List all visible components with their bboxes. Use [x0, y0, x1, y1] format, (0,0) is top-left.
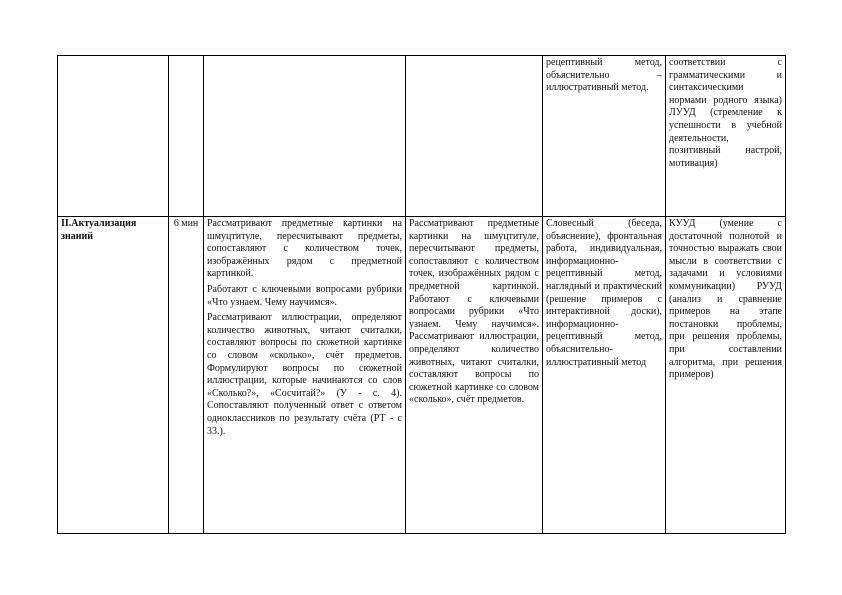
teacher-paragraph: Работают с ключевыми вопросами рубрики «Что узнаем. Чему научимся».	[207, 283, 402, 308]
stage-cell	[58, 56, 169, 217]
stage-title: II.Актуализация знаний	[61, 218, 137, 242]
student-activity-cell	[406, 56, 543, 217]
methods-cell: рецептивный метод, объяснительно – иллюстративный метод.	[543, 56, 666, 217]
uud-cell: КУУД (умение с достаточной полнотой и точностью выражать свои мысли в соответствии с задачами и условиями коммуникации) РУУД (анализ и сравнение примеров на этапе постановки проблемы, при решения проблемы, при составлении алгоритма, при решения примеров)	[666, 217, 786, 534]
time-cell: 6 мин	[169, 217, 204, 534]
student-activity-cell: Рассматривают предметные картинки на шмуцтитуле, пересчитывают предметы, сопоставляют с количеством точек, изображённых рядом с предметной картинкой. Работают с ключевыми вопросами рубрики «Что узнаем. Чему научимся». Рассматривают иллюстрации, определяют количество животных, читают считалки, составляют вопросы по сюжетной картинке со словом «сколько», счёт предметов.	[406, 217, 543, 534]
time-cell	[169, 56, 204, 217]
teacher-activity-cell	[204, 217, 406, 534]
table-row	[58, 217, 786, 534]
stage-cell	[58, 217, 169, 534]
teacher-paragraph: Рассматривают иллюстрации, определяют количество животных, читают считалки, составляют вопросы по сюжетной картинке со словом «сколько», счёт предметов. Формулируют вопросы по сюжетной иллюстрации, которые начинаются со слов «Сколько?», «Сосчитай?» (У - с. 4). Сопоставляют полученный ответ с ответом одноклассников по результату счёта (РТ - с 33.).	[207, 312, 402, 437]
methods-cell: Словесный (беседа, объяснение), фронтальная работа, индивидуальная, информационно-рецептивный метод, наглядный и практический (решение примеров с интерактивной доски), информационно-рецептивный метод, объяснительно-иллюстративный метод	[543, 217, 666, 534]
uud-cell: соответствии с грамматическими и синтаксическими нормами родного языка) ЛУУД (стремление к успешности в учебной деятельности, позитивный настрой, мотивация)	[666, 56, 786, 217]
teacher-activity-cell	[204, 56, 406, 217]
teacher-paragraph: Рассматривают предметные картинки на шмуцтитуле, пересчитывают предметы, сопоставляют с количеством точек, изображённых рядом с предметной картинкой.	[207, 218, 402, 280]
lesson-plan-table	[57, 55, 786, 534]
table-row	[58, 56, 786, 217]
